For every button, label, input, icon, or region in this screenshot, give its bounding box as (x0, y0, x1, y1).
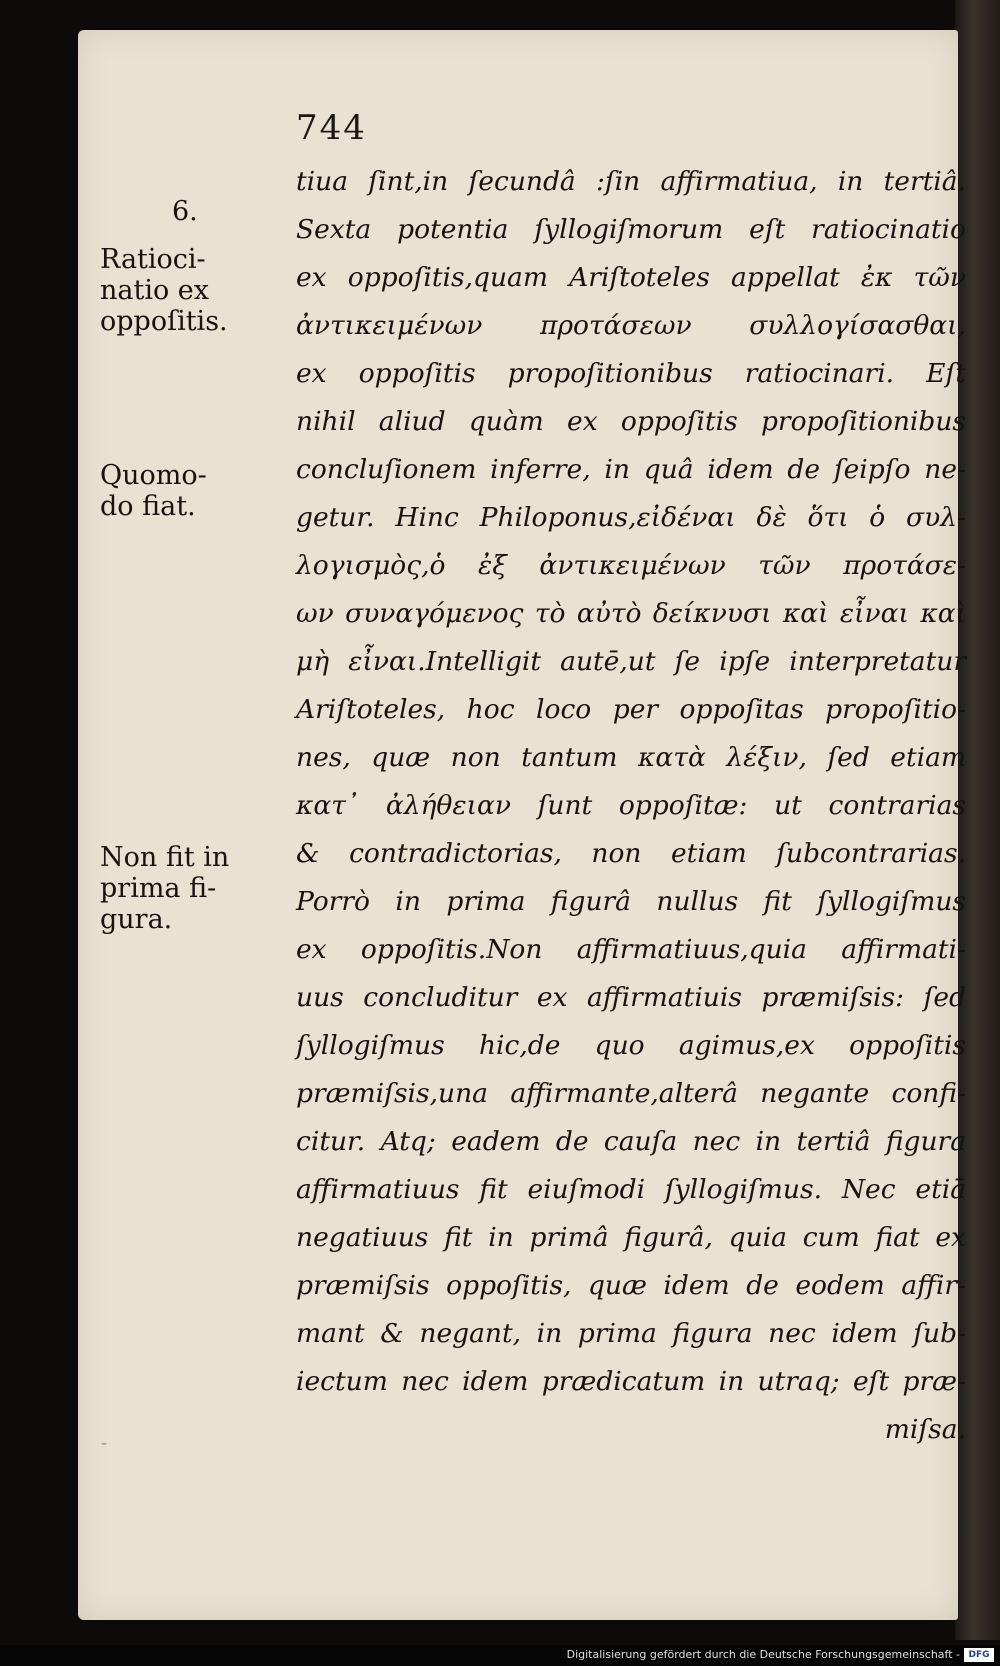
main-text-block (296, 158, 966, 1454)
text-line: citur. Atq; eadem de cauſa nec in tertiâ figura (296, 1126, 966, 1157)
margin-note-line: gura. (100, 904, 173, 935)
text-line: μὴ εἶναι.Intelligit autē,ut ſe ipſe interpretatur (296, 646, 966, 677)
text-line: ων συναγόμενος τὸ αὐτὸ δείκνυσι καὶ εἶναι καὶ (296, 598, 966, 629)
text-line: ex oppoſitis,quam Ariſtoteles appellat ἐκ τῶν (296, 262, 966, 293)
text-line: λογισμὸς,ὁ ἐξ ἀντικειμένων τῶν προτάσε- (296, 550, 966, 581)
footer-credit: Digitalisierung gefördert durch die Deutsche Forschungsgemeinschaft - (566, 1648, 960, 1661)
margin-note-section-number (172, 196, 198, 227)
margin-note-line: oppoſitis. (100, 306, 228, 337)
page-number: 744 (296, 108, 367, 148)
margin-note-line: prima fi- (100, 873, 217, 904)
text-line: tiua ſint,in ſecundâ :ſin affirmatiua, in tertiâ. (296, 166, 966, 197)
text-line: nes, quæ non tantum κατὰ λέξιν, ſed etiam (296, 742, 966, 773)
margin-note-line: natio ex (100, 275, 210, 306)
text-line: mant & negant, in prima figura nec idem ſub- (296, 1318, 966, 1349)
margin-note-line: do fiat. (100, 491, 196, 522)
margin-note-non-fit (100, 842, 229, 935)
text-line: & contradictorias, non etiam ſubcontrarias. (296, 838, 966, 869)
text-line: concluſionem inferre, in quâ idem de ſeipſo ne- (296, 454, 966, 485)
text-line: getur. Hinc Philoponus,εἰδέναι δὲ ὅτι ὁ συλ- (296, 502, 966, 533)
text-line: Sexta potentia ſyllogiſmorum eſt ratiocinatio (296, 214, 966, 245)
text-line: præmiſsis oppoſitis, quæ idem de eodem affir- (296, 1270, 966, 1301)
margin-note-line: Non fit in (100, 842, 230, 873)
text-line: negatiuus fit in primâ figurâ, quia cum fiat ex (296, 1222, 966, 1253)
margin-note-line: Quomo- (100, 460, 207, 491)
margin-note-quomodo (100, 460, 207, 522)
text-line: præmiſsis,una affirmante,alterâ negante confi- (296, 1078, 966, 1109)
text-line: uus concluditur ex affirmatiuis præmiſsis: ſed (296, 982, 966, 1013)
margin-note-line: Ratioci- (100, 244, 206, 275)
text-line: iectum nec idem prædicatum in utraq; eſt præ- (296, 1366, 966, 1397)
text-line: miſsa. (884, 1414, 966, 1445)
margin-note-line: 6. (172, 196, 198, 227)
text-line: ex oppoſitis propoſitionibus ratiocinari. Eſt (296, 358, 966, 389)
text-line: κατ᾽ ἀλήθειαν ſunt oppoſitæ: ut contrarias (296, 790, 966, 821)
text-line: ex oppoſitis.Non affirmatiuus,quia affirmati- (296, 934, 966, 965)
text-line: nihil aliud quàm ex oppoſitis propoſitionibus (296, 406, 966, 437)
text-line: Porrò in prima figurâ nullus fit ſyllogiſmus (296, 886, 966, 917)
dfg-logo: DFG (964, 1648, 994, 1662)
text-line: Ariſtoteles, hoc loco per oppoſitas propoſitio- (296, 694, 966, 725)
footer-bar (0, 1645, 1000, 1666)
margin-note-ratiocinatio (100, 244, 228, 337)
text-line: ſyllogiſmus hic,de quo agimus,ex oppoſitis (296, 1030, 966, 1061)
text-line: ἀντικειμένων προτάσεων συλλογίσασθαι, (296, 310, 966, 341)
text-line: affirmatiuus fit eiuſmodi ſyllogiſmus. Nec etiā (296, 1174, 966, 1205)
ink-smudge-mark: ˉ (100, 1440, 108, 1459)
